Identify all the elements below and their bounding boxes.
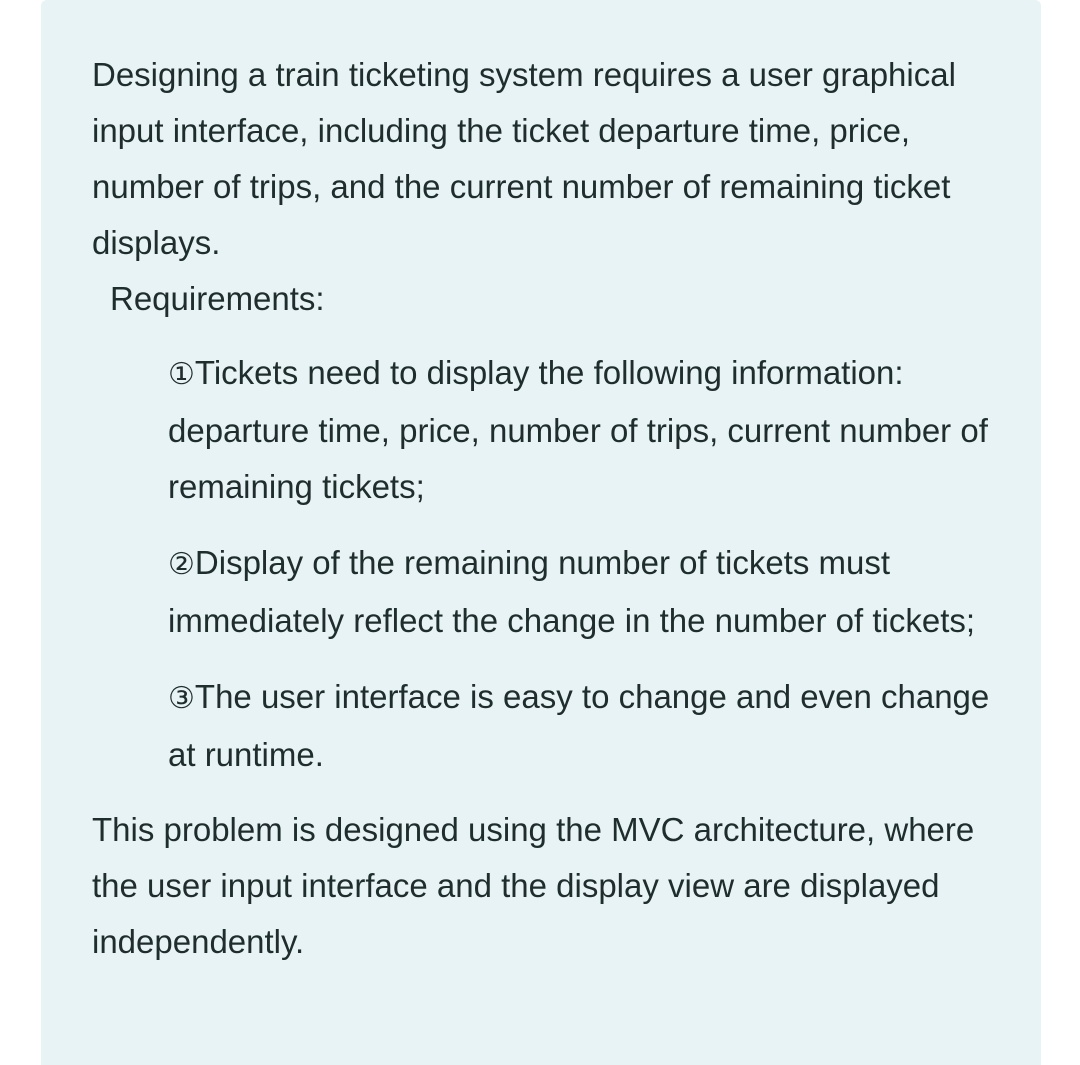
requirement-text: The user interface is easy to change and even change at runtime. bbox=[168, 678, 990, 773]
requirement-item bbox=[168, 345, 1022, 515]
requirements-heading: Requirements: bbox=[110, 280, 325, 317]
requirement-item bbox=[168, 669, 1022, 783]
requirement-text: Display of the remaining number of tickets must immediately reflect the change in the number of tickets; bbox=[168, 544, 976, 639]
intro-paragraph: Designing a train ticketing system requires a user graphical input interface, including the ticket departure time, price, number of trips, and the current number of remaining ticket displays. bbox=[92, 56, 956, 261]
requirement-text: Tickets need to display the following information: departure time, price, number of trips, current number of remaining tickets; bbox=[168, 354, 988, 505]
requirement-number: ③ bbox=[168, 681, 195, 716]
requirement-number: ① bbox=[168, 357, 195, 392]
problem-statement bbox=[92, 47, 1022, 970]
requirement-item bbox=[168, 535, 1022, 649]
requirements-list bbox=[168, 345, 1022, 783]
requirement-number: ② bbox=[168, 547, 195, 582]
conclusion-paragraph: This problem is designed using the MVC architecture, where the user input interface and the display view are displayed independently. bbox=[92, 811, 975, 960]
